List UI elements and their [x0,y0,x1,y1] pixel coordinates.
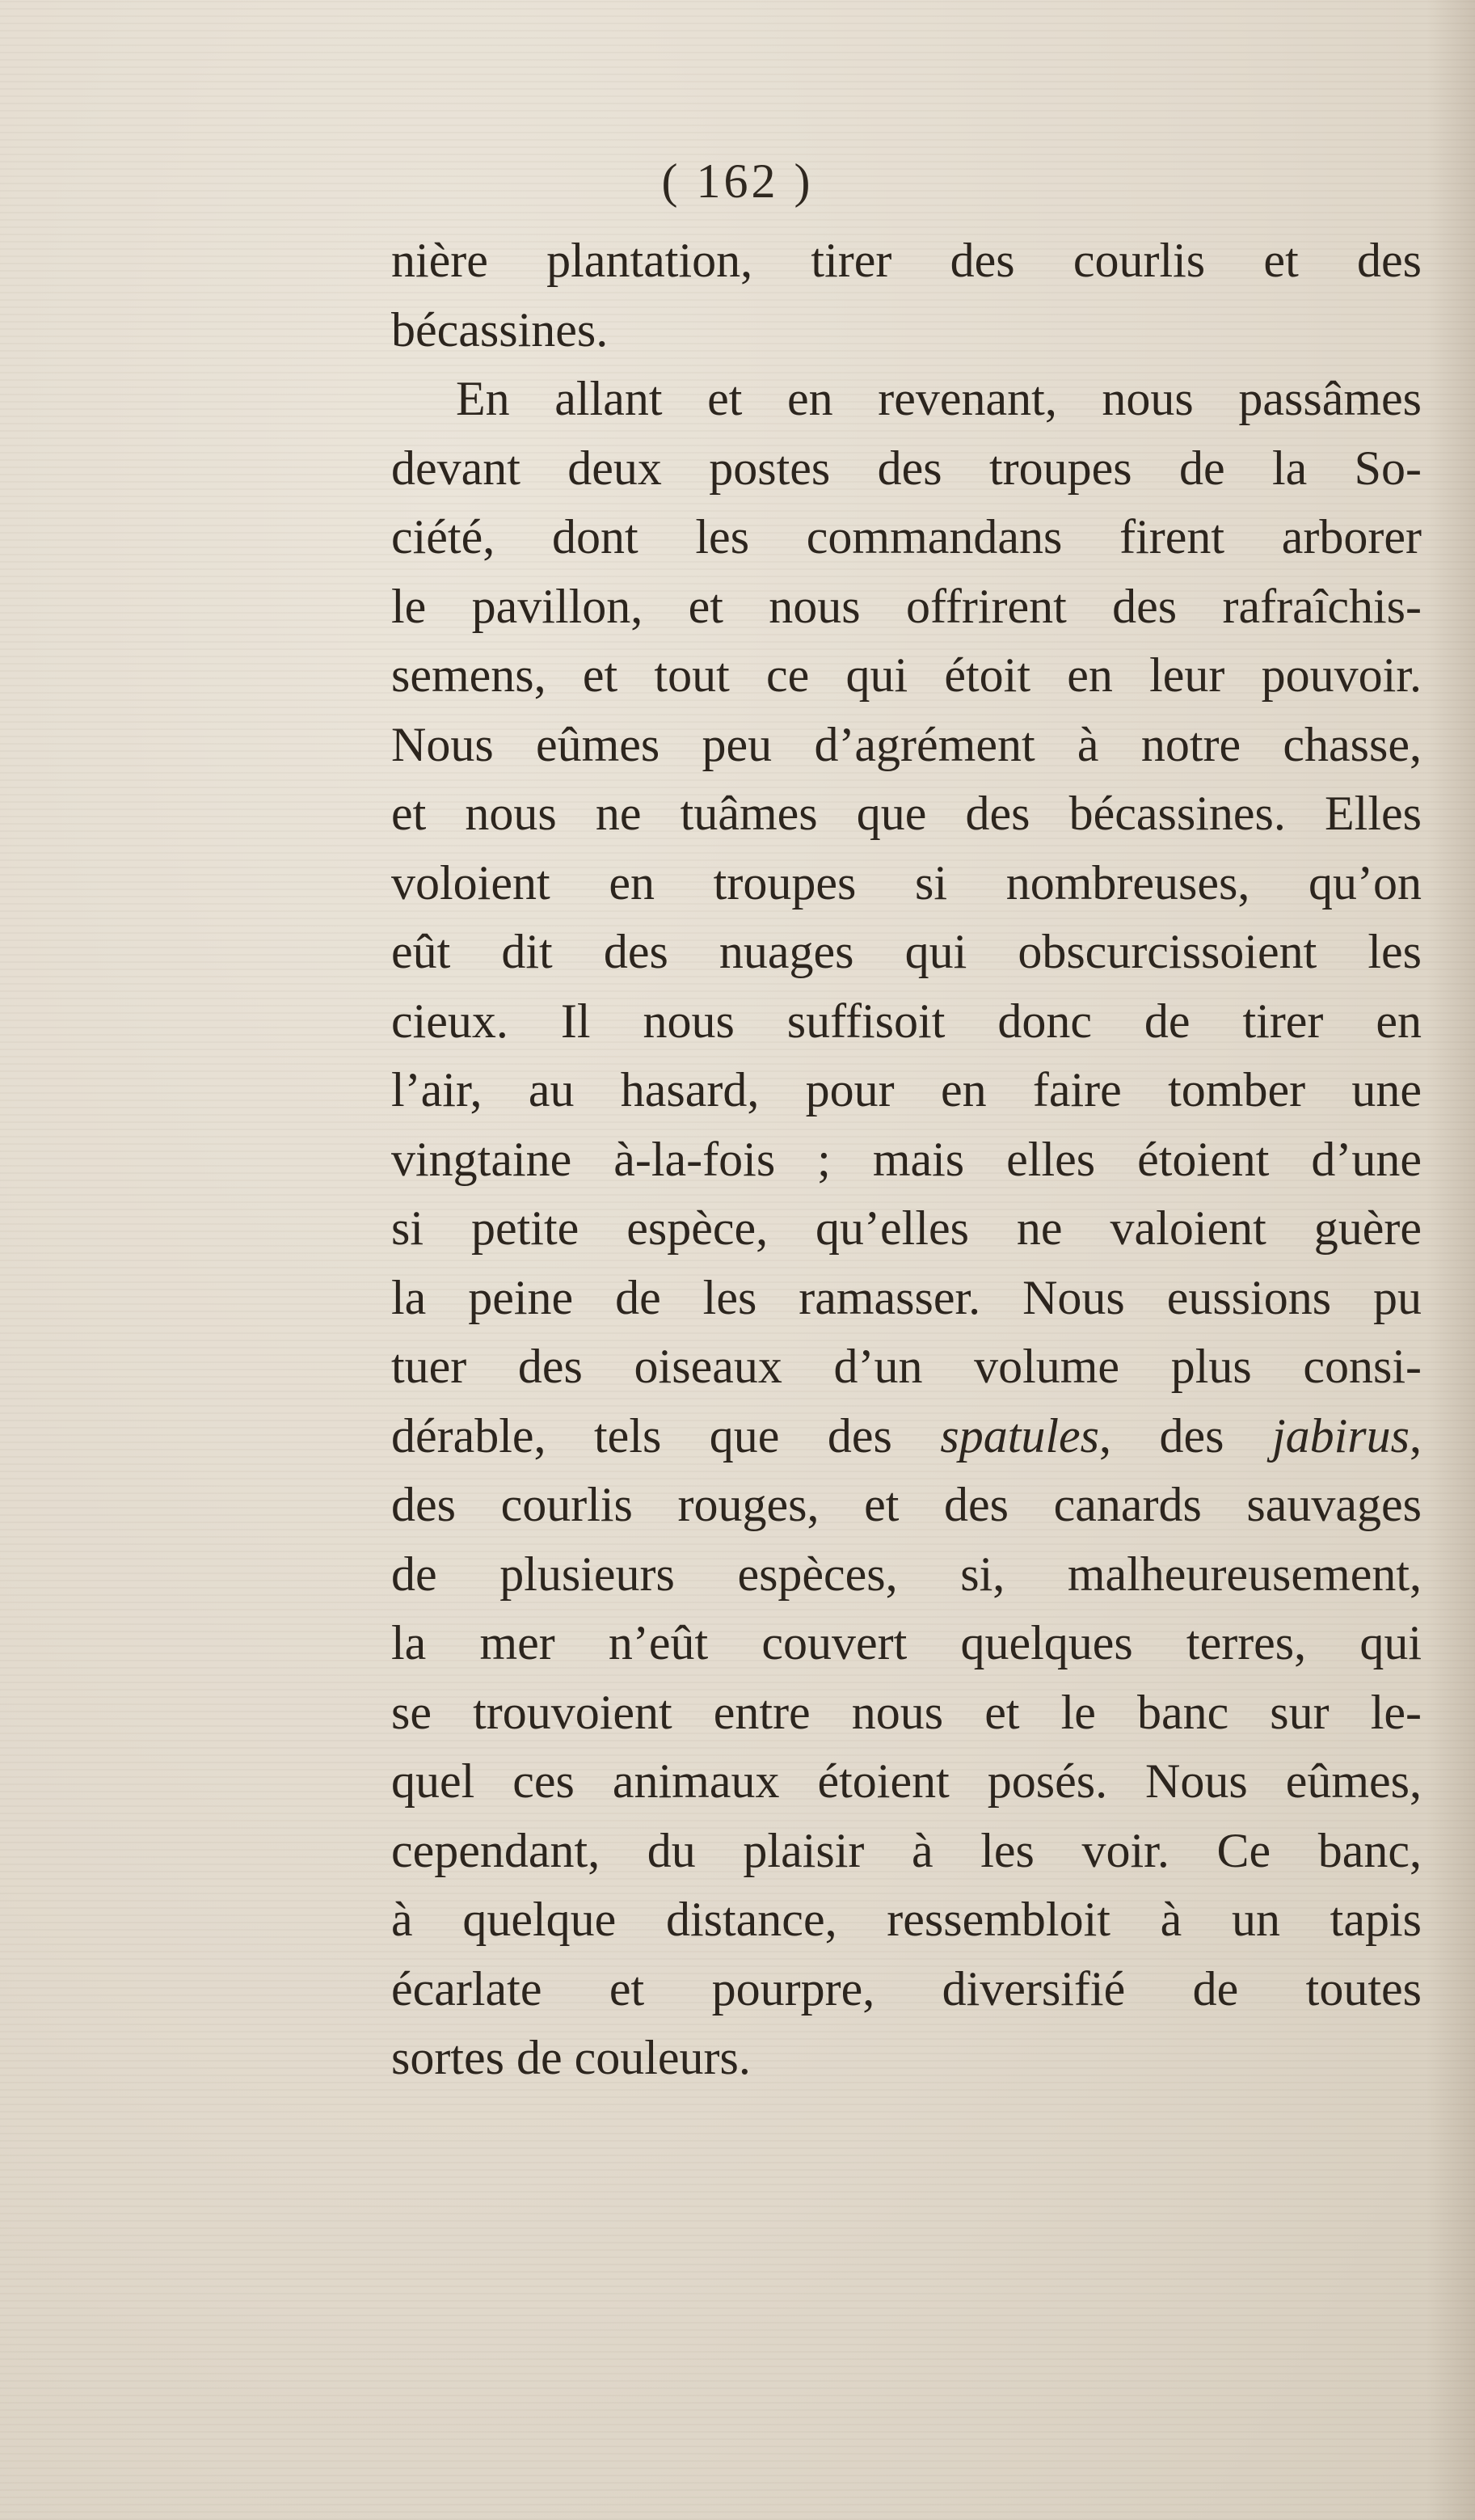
text-line: devant deux postes des troupes de la So- [391,441,1422,495]
text-line: se trouvoient entre nous et le banc sur le- [391,1685,1422,1739]
text-line: la mer n’eût couvert quelques terres, qui [391,1616,1422,1669]
text-line: la peine de les ramasser. Nous eussions pu [391,1270,1422,1324]
text-line: vingtaine à-la-fois ; mais elles étoient d’une [391,1132,1422,1186]
text-line: bécassines. [391,302,609,357]
text-line: si petite espèce, qu’elles ne valoient guère [391,1201,1422,1255]
page-number: ( 162 ) [661,154,814,208]
text-line: eût dit des nuages qui obscurcissoient les [391,925,1422,978]
text-line-italic-terms: dérable, tels que des spatules, des jabirus, [391,1408,1422,1463]
text-line: voloient en troupes si nombreuses, qu’on [391,855,1422,910]
text-line: En allant et en revenant, nous passâmes [456,372,1422,425]
text-line: écarlate et pourpre, diversifié de toutes [391,1961,1422,2016]
text-line: à quelque distance, ressembloit à un tapis [391,1893,1422,1946]
text-line: des courlis rouges, et des canards sauvages [391,1478,1422,1531]
text-line: semens, et tout ce qui étoit en leur pouvoir. [391,648,1422,702]
text-line: quel ces animaux étoient posés. Nous eûmes, [391,1754,1422,1808]
text-line: ciété, dont les commandans firent arborer [391,510,1422,564]
italic-term: jabirus [1271,1408,1410,1463]
text-line: l’air, au hasard, pour en faire tomber une [391,1063,1422,1116]
body-text [391,226,1422,2093]
italic-term: spatules [940,1408,1100,1463]
text-line: Nous eûmes peu d’agrément à notre chasse, [391,717,1422,771]
text-line: tuer des oiseaux d’un volume plus consi- [391,1340,1422,1393]
text-line: cieux. Il nous suffisoit donc de tirer en [391,994,1422,1048]
text-line: le pavillon, et nous offrirent des rafraîchis- [391,579,1422,633]
text-line: de plusieurs espèces, si, malheureusement, [391,1547,1422,1601]
page-edge-shadow [1427,0,1475,2520]
text-line: cependant, du plaisir à les voir. Ce banc, [391,1823,1422,1877]
text-line: et nous ne tuâmes que des bécassines. Elles [391,787,1422,840]
text-line: sortes de couleurs. [391,2031,751,2084]
text-line: nière plantation, tirer des courlis et des [391,234,1422,287]
